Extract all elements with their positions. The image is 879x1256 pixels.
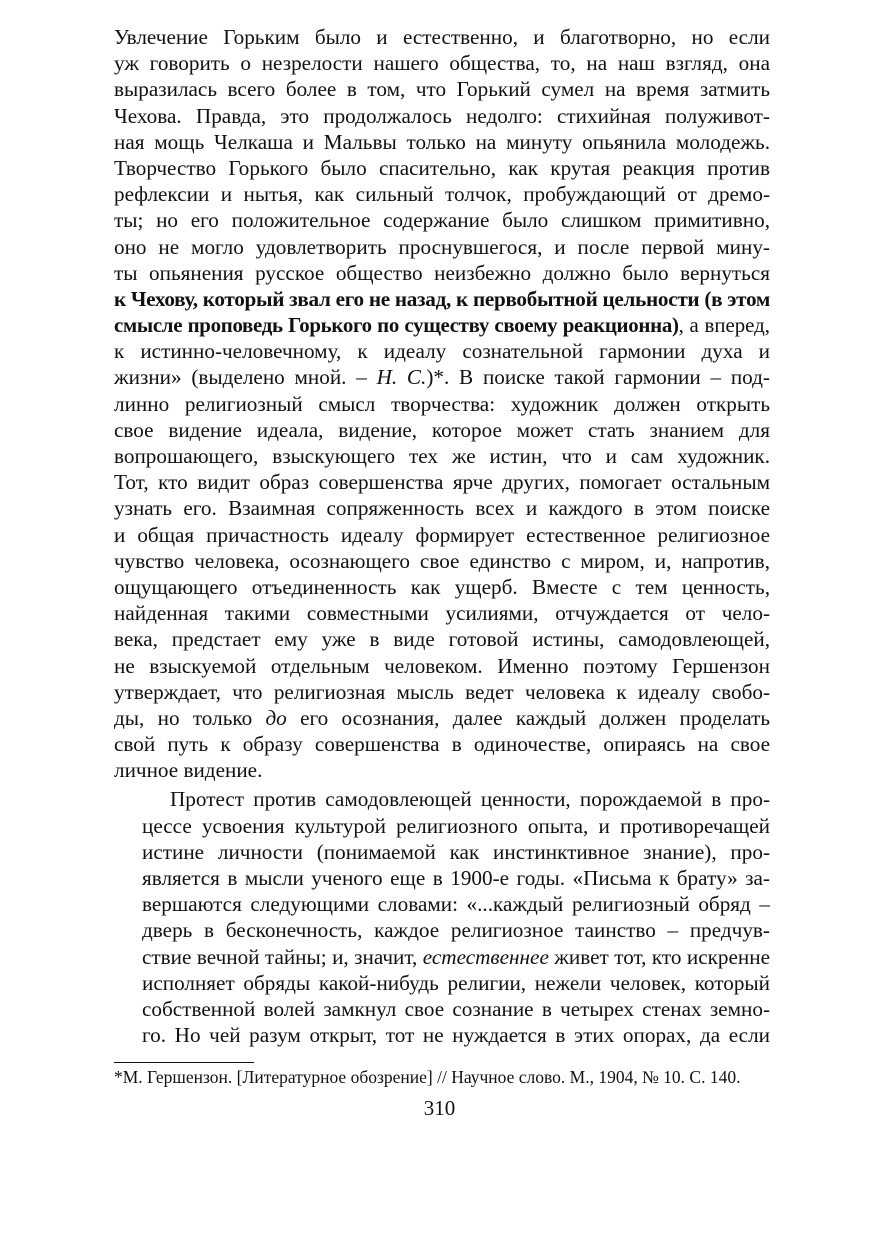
text-line: личное видение. bbox=[114, 758, 263, 783]
text-line: к истинно-человечному, к идеалу сознательной гармонии духа и bbox=[114, 339, 770, 364]
paragraph-2 bbox=[114, 786, 770, 1048]
text-line: ты опьянения русское общество неизбежно должно было вернуться bbox=[114, 260, 770, 285]
text-line: собственной волей замкнул свое сознание в четырех стенах земно- bbox=[142, 996, 770, 1021]
text-fragment: его осознания, далее каждый должен проделать bbox=[286, 705, 770, 730]
footnote-divider bbox=[114, 1062, 254, 1063]
italic-word: до bbox=[265, 705, 287, 730]
text-fragment: ствие вечной тайны; и, значит, bbox=[142, 944, 423, 969]
text-line: узнать его. Взаимная сопряженность всех и каждого в этом поиске bbox=[114, 496, 770, 521]
text-line: чувство человека, осознающего свое единство с миром, и, напротив, bbox=[114, 548, 770, 573]
text-line: Творчество Горького было спасительно, как крутая реакция против bbox=[114, 155, 770, 180]
text-line: Тот, кто видит образ совершенства ярче других, помогает остальным bbox=[114, 470, 770, 495]
author-initials: Н. С. bbox=[376, 365, 427, 390]
text-line: ощущающего отъединенность как ущерб. Вместе с тем ценность, bbox=[114, 574, 770, 599]
text-line: вопрошающего, взыскующего тех же истин, что и сам художник. bbox=[114, 444, 770, 468]
text-line: рефлексии и нытья, как сильный толчок, пробуждающий от дремо- bbox=[114, 182, 770, 207]
text-line bbox=[114, 705, 770, 731]
text-line: го. Но чей разум открыт, тот не нуждается в этих опорах, да если bbox=[142, 1023, 770, 1048]
text-line: ты; но его положительное содержание было слишком примитивно, bbox=[114, 208, 770, 233]
text-fragment: живет тот, кто искренне bbox=[548, 944, 771, 969]
italic-word: естественнее bbox=[422, 944, 549, 969]
text-line bbox=[114, 944, 770, 970]
text-line: ная мощь Челкаша и Мальвы только на минуту опьянила молодежь. bbox=[114, 129, 770, 154]
text-line: оно не могло удовлетворить проснувшегося, и после первой мину- bbox=[114, 234, 770, 259]
main-text bbox=[114, 24, 770, 1048]
bold-quote-fragment: смысле проповедь Горького по существу своему реакционна) bbox=[114, 313, 679, 338]
text-line: найденная такими совместными усилиями, отчуждается от чело- bbox=[114, 601, 770, 626]
text-line bbox=[114, 312, 770, 338]
text-line: истине личности (понимаемой как инстинктивное знание), про- bbox=[142, 839, 770, 864]
text-line: исполняет обряды какой-нибудь религии, нежели человек, который bbox=[142, 970, 770, 995]
text-line: утверждает, что религиозная мысль ведет человека к идеалу свобо- bbox=[114, 679, 770, 704]
text-line: века, предстает ему уже в виде готовой истины, самодовлеющей, bbox=[114, 627, 770, 652]
text-line: Увлечение Горьким было и естественно, и благотворно, но если bbox=[114, 25, 770, 49]
text-fragment: )*. В поиске такой гармонии – под- bbox=[426, 365, 770, 390]
paragraph-1 bbox=[114, 24, 770, 783]
text-fragment: , а вперед, bbox=[678, 313, 770, 338]
text-line: не взыскуемой отдельным человеком. Именно поэтому Гершензон bbox=[114, 653, 770, 678]
text-line: свой путь к образу совершенства в одиночестве, опираясь на свое bbox=[114, 732, 770, 757]
text-line: и общая причастность идеалу формирует естественное религиозное bbox=[114, 522, 770, 547]
text-line: уж говорить о незрелости нашего общества, то, на наш взгляд, она bbox=[114, 51, 770, 76]
text-line: Протест против самодовлеющей ценности, порождаемой в про- bbox=[170, 787, 770, 812]
page-number: 310 bbox=[423, 1096, 456, 1120]
text-fragment: ды, но только bbox=[114, 705, 266, 730]
text-line: линно религиозный смысл творчества: художник должен открыть bbox=[114, 391, 770, 416]
text-line: Чехова. Правда, это продолжалось недолго: стихийная полуживот- bbox=[114, 103, 770, 128]
text-line: свое видение идеала, видение, которое может стать знанием для bbox=[114, 417, 770, 442]
text-line: является в мысли ученого еще в 1900-е годы. «Письма к брату» за- bbox=[142, 866, 770, 890]
text-line: выразилась всего более в том, что Горький сумел на время затмить bbox=[114, 77, 770, 102]
page-content bbox=[114, 24, 770, 1088]
text-line: вершаются следующими словами: «...каждый религиозный обряд – bbox=[142, 892, 770, 917]
text-fragment: жизни» (выделено мной. – bbox=[114, 365, 377, 390]
bold-quote-line: к Чехову, который звал его не назад, к первобытной цельности (в этом bbox=[114, 286, 770, 311]
text-line bbox=[114, 364, 770, 390]
text-line: дверь в бесконечность, каждое религиозное таинство – предчув- bbox=[142, 918, 770, 943]
text-line: цессе усвоения культурой религиозного опыта, и противоречащей bbox=[142, 813, 770, 838]
footnote: *М. Гершензон. [Литературное обозрение] // Научное слово. М., 1904, № 10. С. 140. bbox=[114, 1067, 741, 1088]
